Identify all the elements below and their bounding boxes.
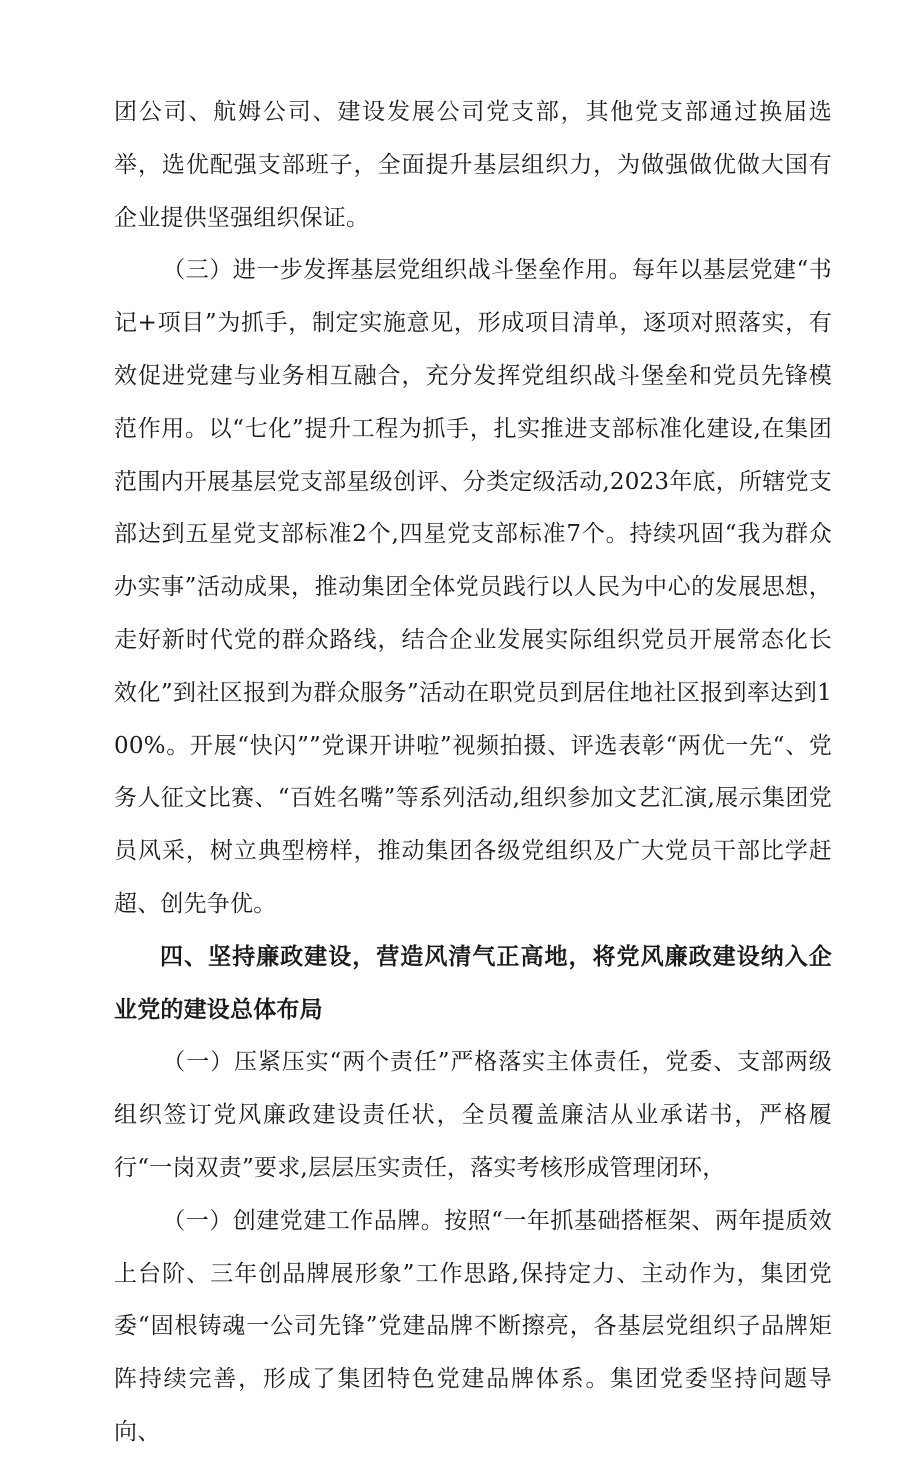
paragraph-continuation: 团公司、航姆公司、建设发展公司党支部，其他党支部通过换届选举，选优配强支部班子，全面提升基层组织力，为做强做优做大国有企业提供坚强组织保证。 — [114, 99, 832, 231]
paragraph-two-responsibilities: （一）压紧压实“两个责任”严格落实主体责任，党委、支部两级组织签订党风廉政建设责任状，全员覆盖廉洁从业承诺书，严格履行“一岗双责”要求,层层压实责任，落实考核形成管理闭环， — [114, 1049, 832, 1181]
paragraph-section-three: （三）进一步发挥基层党组织战斗堡垒作用。每年以基层党建“书记+项目”为抓手，制定实施意见，形成项目清单，逐项对照落实，有效促进党建与业务相互融合，充分发挥党组织战斗堡垒和党员先锋模范作用。以“七化”提升工程为抓手，扎实推进支部标准化建设,在集团范围内开展基层党支部星级创评、分类定级活动,2023年底，所辖党支部达到五星党支部标准2个,四星党支部标准7个。持续巩固“我为群众办实事”活动成果，推动集团全体党员践行以人民为中心的发展思想，走好新时代党的群众路线，结合企业发展实际组织党员开展常态化长效化”到社区报到为群众服务”活动在职党员到居住地社区报到率达到100%。开展“快闪””党课开讲啦”视频拍摄、评选表彰“两优一先“、党务人征文比赛、“百姓名嘴”等系列活动,组织参加文艺汇演,展示集团党员风采，树立典型榜样，推动集团各级党组织及广大党员干部比学赶超、创先争优。 — [114, 257, 832, 917]
paragraph-party-brand: （一）创建党建工作品牌。按照“一年抓基础搭框架、两年提质效上台阶、三年创品牌展形象”工作思路,保持定力、主动作为，集团党委“固根铸魂一公司先锋”党建品牌不断擦亮，各基层党组织子品牌矩阵持续完善，形成了集团特色党建品牌体系。集团党委坚持问题导向、 — [114, 1207, 832, 1445]
document-body — [114, 86, 832, 1459]
section-heading-four: 四、坚持廉政建设，营造风清气正高地，将党风廉政建设纳入企业党的建设总体布局 — [114, 943, 832, 1023]
